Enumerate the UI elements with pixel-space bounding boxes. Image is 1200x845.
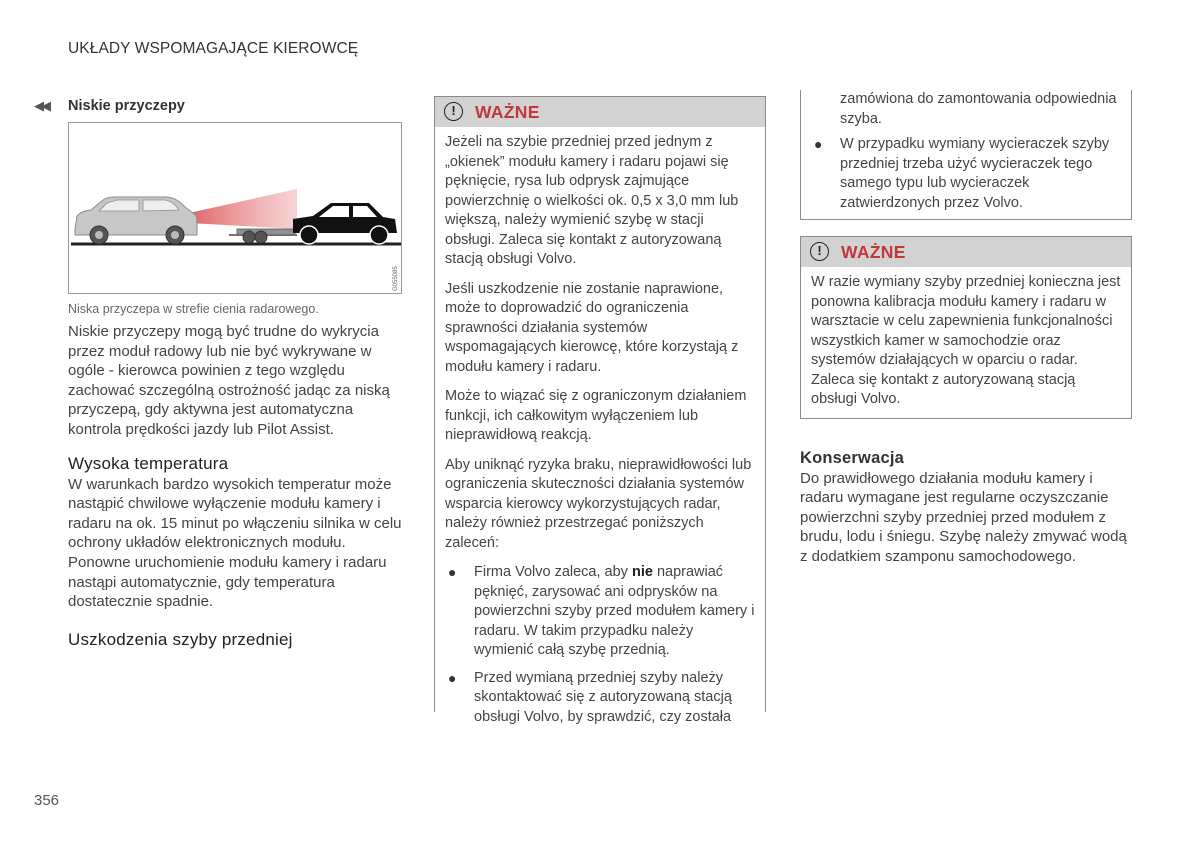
radar-beam [189, 189, 297, 229]
subsection-title: Niskie przyczepy [68, 98, 185, 114]
recommendation-list [445, 563, 755, 727]
warning-box [434, 96, 766, 725]
warning-body [801, 267, 1131, 418]
paragraph-low-trailers: Niskie przyczepy mogą być trudne do wykrycia przez moduł radowy lub nie być wykrywane w ogóle - kierowca powinien z tego względu zachować szczególną ostrożność jadąc za niską przyczepą, gdy aktywna jest automatyczna kontrola prędkości jazdy lub Pilot Assist. [68, 323, 390, 438]
warning-header [801, 237, 1131, 267]
radar-shadow-illustration [69, 123, 402, 294]
list-item: ● Firma Volvo zaleca, aby nie naprawiać pęknięć, zarysować ani odprysków na powierzchni szyby przed modułem kamery i radaru. W takim przypadku należy wymienić całą szybę przednią. [448, 564, 755, 658]
figure-caption: Niska przyczepa w strefie cienia radarowego. [68, 302, 319, 316]
figure-code: G055085 [393, 266, 399, 291]
list-item: ● W przypadku wymiany wycieraczek szyby przedniej trzeba użyć wycieraczek tego samego typu lub wycieraczek zatwierdzonych przez Volvo. [814, 136, 1110, 211]
leading-car [293, 203, 397, 244]
warning-paragraph-3: Może to wiązać się z ograniczonym działaniem funkcji, ich całkowitym wyłączeniem lub nieprawidłową reakcją. [445, 388, 747, 443]
warning-paragraph-4: Aby uniknąć ryzyka braku, nieprawidłowości lub ograniczenia skuteczności działania systemów wsparcia kierowcy wykorzystujących radar, należy również przestrzegać poniższych zaleceń: [445, 456, 752, 551]
warning-paragraph-2: Jeśli uszkodzenie nie zostanie naprawione, może to doprowadzić do ograniczenia sprawności działania systemów wspomagających kierowcę, które korzystają z modułu kamery i radaru. [445, 280, 739, 375]
heading-high-temperature: Wysoka temperatura [68, 453, 229, 473]
warning-paragraph-1: Jeżeli na szybie przedniej przed jednym z „okienek” modułu kamery i radaru pojawi się pęknięcie, rysa lub odprysk zajmujące powierzchnię o wielkości ok. 0,5 x 3,0 mm lub większą, należy wymienić szybę w stacji obsługi. Zaleca się kontakt z autoryzowaną stacją obsługi Volvo. [445, 134, 739, 267]
warning-title: WAŻNE [841, 242, 906, 262]
exclamation-circle-icon: ! [444, 102, 463, 121]
column-middle [434, 96, 766, 725]
suv-car [75, 197, 197, 244]
recommendation-list-continued [811, 135, 1121, 213]
exclamation-circle-icon: ! [810, 242, 829, 261]
trailer-radar-figure [68, 122, 402, 294]
low-trailer [229, 229, 297, 243]
paragraph-maintenance: Do prawidłowego działania modułu kamery i radaru wymagane jest regularne oczyszczanie powierzchni szyby przedniej przed modułem z brudu, lodu i śniegu. Szybę należy zmywać wodą z dodatkiem szamponu samochodowego. [800, 469, 1127, 565]
page-number: 356 [34, 792, 60, 809]
back-arrows-icon[interactable]: ◀◀ [34, 98, 48, 113]
warning-continuation [800, 90, 1132, 220]
heading-maintenance: Konserwacja [800, 448, 904, 467]
continued-text: zamówiona do zamontowania odpowiednia szyba. [840, 91, 1117, 127]
paragraph-high-temperature: W warunkach bardzo wysokich temperatur może nastąpić chwilowe wyłączenie modułu kamery i radaru na ok. 15 minut po włączeniu silnika w celu ochrony układów elektronicznych modułu. Ponowne uruchomienie modułu kamery i radaru nastąpi automatycznie, gdy temperatura dostatecznie spadnie. [68, 475, 402, 611]
heading-windscreen-damage: Uszkodzenia szyby przedniej [68, 629, 293, 649]
list-item: ● Przed wymianą przedniej szyby należy skontaktować się z autoryzowaną stacją obsługi Volvo, by sprawdzić, czy została [448, 669, 732, 725]
bullet-icon: ● [448, 669, 457, 686]
bullet-icon: ● [814, 136, 823, 152]
warning-box-2 [800, 236, 1132, 419]
column-right [800, 91, 1132, 566]
running-header: UKŁADY WSPOMAGAJĄCE KIEROWCĘ [68, 40, 359, 57]
warning-title: WAŻNE [475, 102, 540, 122]
warning-body [435, 127, 765, 743]
column-left [68, 96, 402, 650]
warning-paragraph-calibration: W razie wymiany szyby przedniej konieczna jest ponowna kalibracja modułu kamery i radaru w warsztacie w celu zapewnienia funkcjonalności wszystkich kamer w samochodzie oraz systemów działających w oparciu o radar. Zaleca się kontakt z autoryzowaną stacją obsługi Volvo. [811, 274, 1121, 407]
warning-header [435, 97, 765, 127]
bullet-icon: ● [448, 564, 457, 580]
